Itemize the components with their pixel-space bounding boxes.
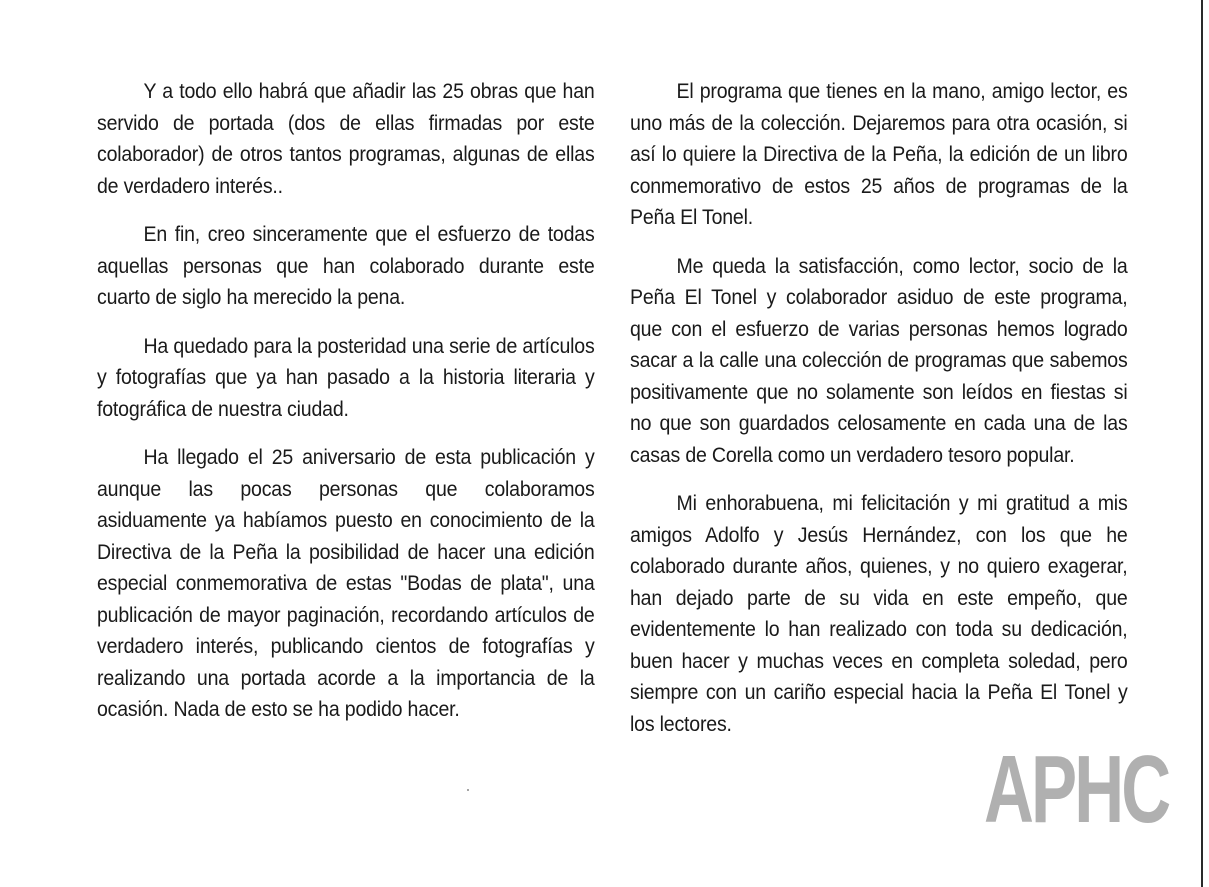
- paragraph: Y a todo ello habrá que añadir las 25 obras que han servido de portada (dos de ellas firmadas por este colaborador) de otros tantos programas, algunas de ellas de verdadero interés..: [97, 80, 595, 198]
- paragraph: El programa que tienes en la mano, amigo lector, es uno más de la colección. Dejaremos para otra ocasión, si así lo quiere la Directiva de la Peña, la edición de un libro conmemorativo de estos 25 años de programas de la Peña El Tonel.: [630, 80, 1128, 229]
- paragraph: Ha quedado para la posteridad una serie de artículos y fotografías que ya han pasado a la historia literaria y fotográfica de nuestra ciudad.: [97, 334, 595, 421]
- left-column: [97, 76, 595, 743]
- paragraph: Mi enhorabuena, mi felicitación y mi gratitud a mis amigos Adolfo y Jesús Hernández, con los que he colaborado durante años, quienes, y no quiero exagerar, han dejado parte de su vida en este empeño, que evidentemente lo han realizado con toda su dedicación, buen hacer y muchas veces en completa soledad, pero siempre con un cariño especial hacia la Peña El Tonel y los lectores.: [630, 492, 1128, 736]
- paragraph: Me queda la satisfacción, como lector, socio de la Peña El Tonel y colaborador asiduo de este programa, que con el esfuerzo de varias personas hemos logrado sacar a la calle una colección de programas que sabemos positivamente que no solamente son leídos en fiestas si no que son guardados celosamente en cada una de las casas de Corella como un verdadero tesoro popular.: [630, 254, 1128, 467]
- paragraph: En fin, creo sinceramente que el esfuerzo de todas aquellas personas que han colaborado durante este cuarto de siglo ha merecido la pena.: [97, 223, 595, 309]
- right-column: [630, 76, 1128, 757]
- paragraph: Ha llegado el 25 aniversario de esta publicación y aunque las pocas personas que colaboramos asiduamente ya habíamos puesto en conocimiento de la Directiva de la Peña la posibilidad de hacer una edición especial conmemorativa de estas "Bodas de plata", una publicación de mayor paginación, recordando artículos de verdadero interés, publicando cientos de fotografías y realizando una portada acorde a la importancia de la ocasión. Nada de esto se ha podido hacer.: [97, 446, 595, 721]
- page-edge-line: [1201, 0, 1203, 887]
- watermark-logo: APHC: [984, 736, 1169, 843]
- scan-speck: [467, 789, 469, 791]
